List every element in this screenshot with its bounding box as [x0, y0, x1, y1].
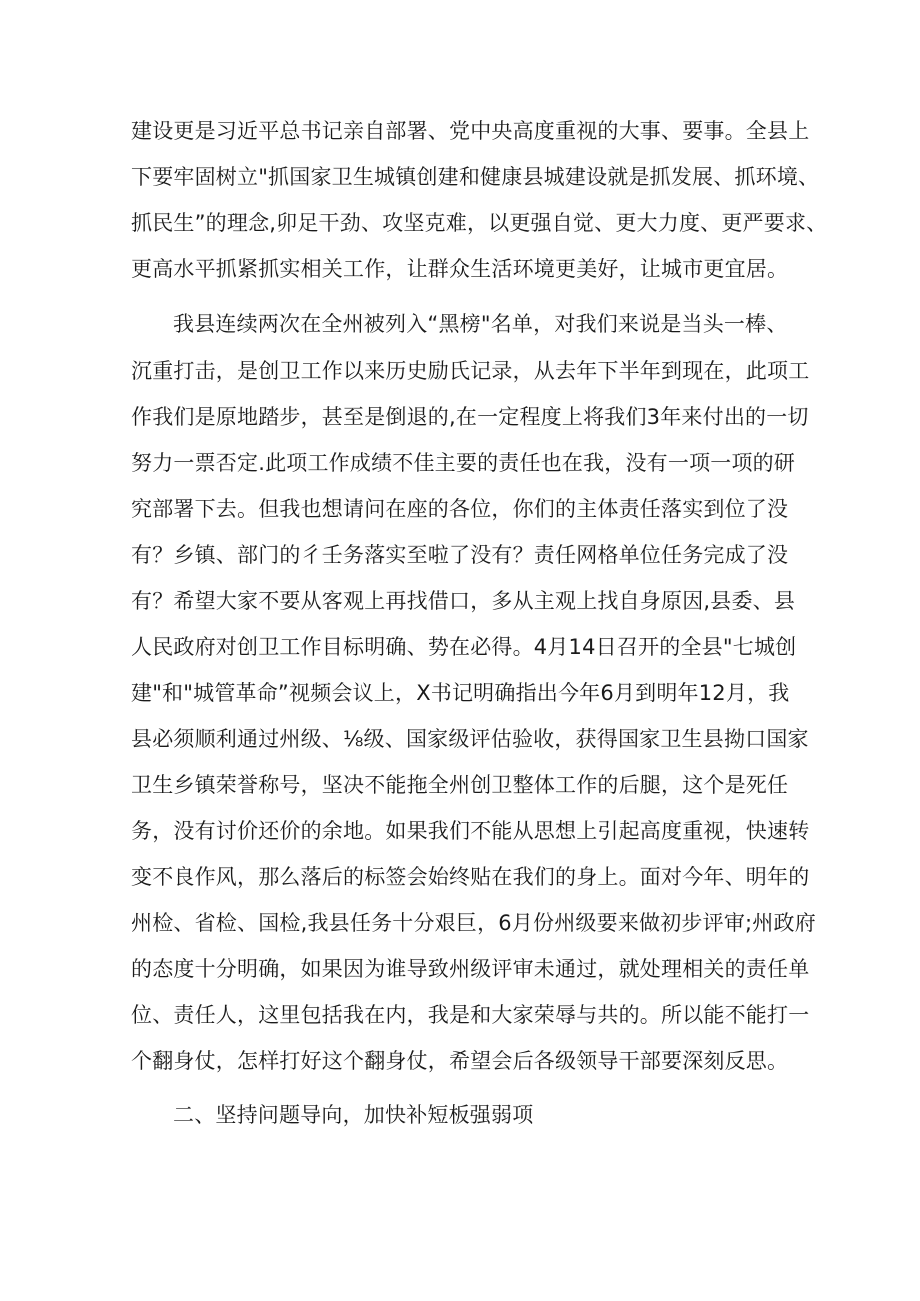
paragraph-1-line-4: 更高水平抓紧抓实相关工作，让群众生活环境更美好，让城市更宜居。 [131, 257, 789, 281]
paragraph-2-line-17: 个翻身仗，怎样打好这个翻身仗，希望会后各级领导干部要深刻反思。 [131, 1049, 789, 1073]
paragraph-2-line-3: 作我们是原地踏步，甚至是倒退的,在一定程度上将我们3年来付出的一切 [131, 405, 809, 429]
paragraph-2-line-6: 有？乡镇、部门的彳壬务落实至啦了没有？责任网格单位任务完成了没 [131, 543, 789, 567]
paragraph-2-line-7: 有？希望大家不要从客观上再找借口，多从主观上找自身原因,县委、县 [131, 589, 796, 613]
paragraph-1-line-2: 下要牢固树立"抓国家卫生城镇创建和健康县城建设就是抓发展、抓环境、 [131, 165, 820, 189]
paragraph-2-line-14: 州检、省检、国检,我县任务十分艰巨，6月份州级要来做初步评审;州政府 [131, 911, 816, 935]
paragraph-2-line-1: 我县连续两次在全州被列入“黑榜"名单，对我们来说是当头一棒、 [173, 312, 788, 336]
paragraph-2-line-9: 建"和"城管革命”视频会议上，X书记明确指出今年6月到明年12月，我 [131, 681, 790, 705]
paragraph-2-line-5: 究部署下去。但我也想请问在座的各位，你们的主体责任落实到位了没 [131, 497, 789, 521]
paragraph-2-line-2: 沉重打击，是创卫工作以来历史励氏记录，从去年下半年到现在，此项工 [131, 359, 810, 383]
paragraph-2-line-4: 努力一票否定.此项工作成绩不佳主要的责任也在我，没有一项一项的研 [131, 451, 796, 475]
paragraph-2-line-16: 位、责任人，这里包括我在内，我是和大家荣辱与共的。所以能不能打一 [131, 1003, 810, 1027]
paragraph-2-line-13: 变不良作风，那么落后的标签会始终贴在我们的身上。面对今年、明年的 [131, 865, 810, 889]
paragraph-2-line-11: 卫生乡镇荣誉称号，坚决不能拖全州创卫整体工作的后腿，这个是死任 [131, 773, 789, 797]
paragraph-2-line-12: 务，没有讨价还价的余地。如果我们不能从思想上引起高度重视，快速转 [131, 819, 810, 843]
paragraph-2-line-10: 县必须顺利通过州级、⅛级、国家级评估验收，获得国家卫生县拗口国家 [131, 727, 809, 751]
section-heading: 二、坚持问题导向，加快补短板强弱项 [173, 1103, 534, 1127]
paragraph-2-line-15: 的态度十分明确，如果因为谁导致州级评审未通过，就处理相关的责任单 [131, 957, 810, 981]
paragraph-1-line-3: 抓民生”的理念,卯足干劲、攻坚克难，以更强自觉、更大力度、更严要求、 [131, 211, 828, 235]
paragraph-2-line-8: 人民政府对创卫工作目标明确、势在必得。4月14日召开的全县"七城创 [131, 635, 797, 659]
paragraph-1-line-1: 建设更是习近平总书记亲自部署、党中央高度重视的大事、要事。全县上 [131, 119, 810, 143]
